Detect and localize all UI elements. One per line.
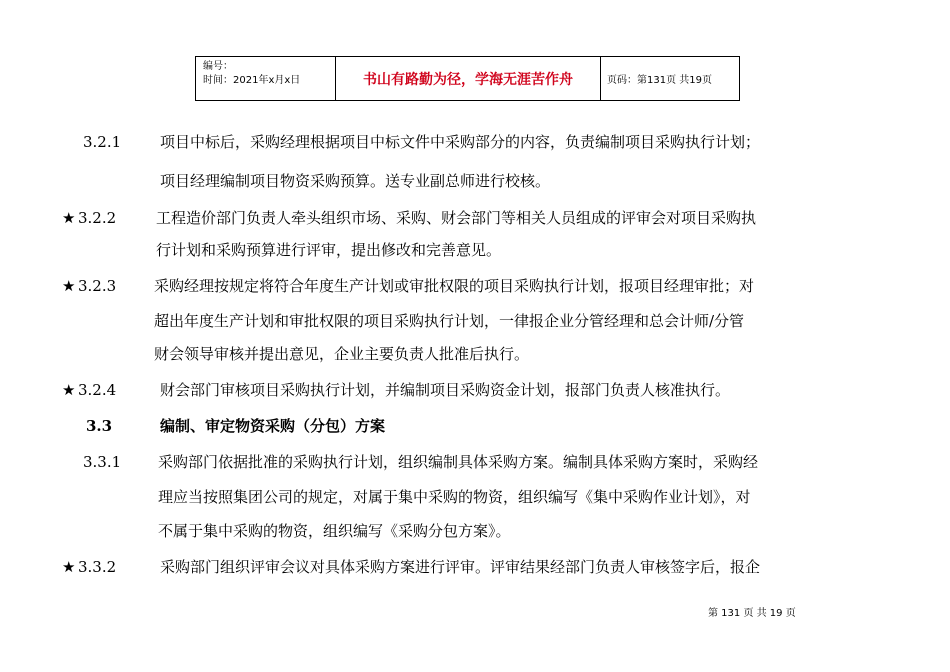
paragraph-line: 项目中标后，采购经理根据项目中标文件中采购部分的内容，负责编制项目采购执行计划； [160,133,761,151]
header-time-label: 时间：2021年x月x日 [203,75,301,86]
section-number: 3.2.2 [78,209,117,227]
section-number: 3.3 [86,417,113,435]
paragraph-line: 超出年度生产计划和审批权限的项目采购执行计划，一律报企业分管经理和总会计师/分管 [154,312,745,330]
section-number: 3.3.2 [78,558,117,576]
page-footer: 第 131 页 共 19 页 [708,608,796,619]
header-motto: 书山有路勤为径，学海无涯苦作舟 [336,57,601,100]
header-page-info: 页码：第131页 共19页 [607,75,712,86]
header-number-label: 编号： [203,61,233,72]
paragraph-line: 财会部门审核项目采购执行计划，并编制项目采购资金计划，报部门负责人核准执行。 [160,381,731,399]
paragraph-line: 理应当按照集团公司的规定，对属于集中采购的物资，组织编写《集中采购作业计划》，对 [158,488,751,506]
star-mark: ★ [62,277,76,295]
header-meta [196,57,336,100]
section-number: 3.2.4 [78,381,117,399]
star-mark: ★ [62,381,76,399]
paragraph-line: 行计划和采购预算进行评审，提出修改和完善意见。 [156,241,502,259]
section-number: 3.2.3 [78,277,117,295]
paragraph-line: 采购部门组织评审会议对具体采购方案进行评审。评审结果经部门负责人审核签字后，报企 [160,558,761,576]
paragraph-line: 不属于集中采购的物资，组织编写《采购分包方案》。 [158,522,511,540]
paragraph-line: 采购部门依据批准的采购执行计划，组织编制具体采购方案。编制具体采购方案时，采购经 [158,453,759,471]
paragraph-line: 工程造价部门负责人牵头组织市场、采购、财会部门等相关人员组成的评审会对项目采购执 [156,209,757,227]
paragraph-line: 财会领导审核并提出意见，企业主要负责人批准后执行。 [154,345,530,363]
section-heading: 编制、审定物资采购（分包）方案 [160,417,386,435]
paragraph-line: 采购经理按规定将符合年度生产计划或审批权限的项目采购执行计划，报项目经理审批；对 [154,277,755,295]
star-mark: ★ [62,558,76,576]
star-mark: ★ [62,209,76,227]
section-number: 3.2.1 [83,133,122,151]
paragraph-line: 项目经理编制项目物资采购预算。送专业副总师进行校核。 [160,172,551,190]
header-page-info-cell [601,57,739,100]
section-number: 3.3.1 [83,453,122,471]
page-header-box [195,56,740,101]
